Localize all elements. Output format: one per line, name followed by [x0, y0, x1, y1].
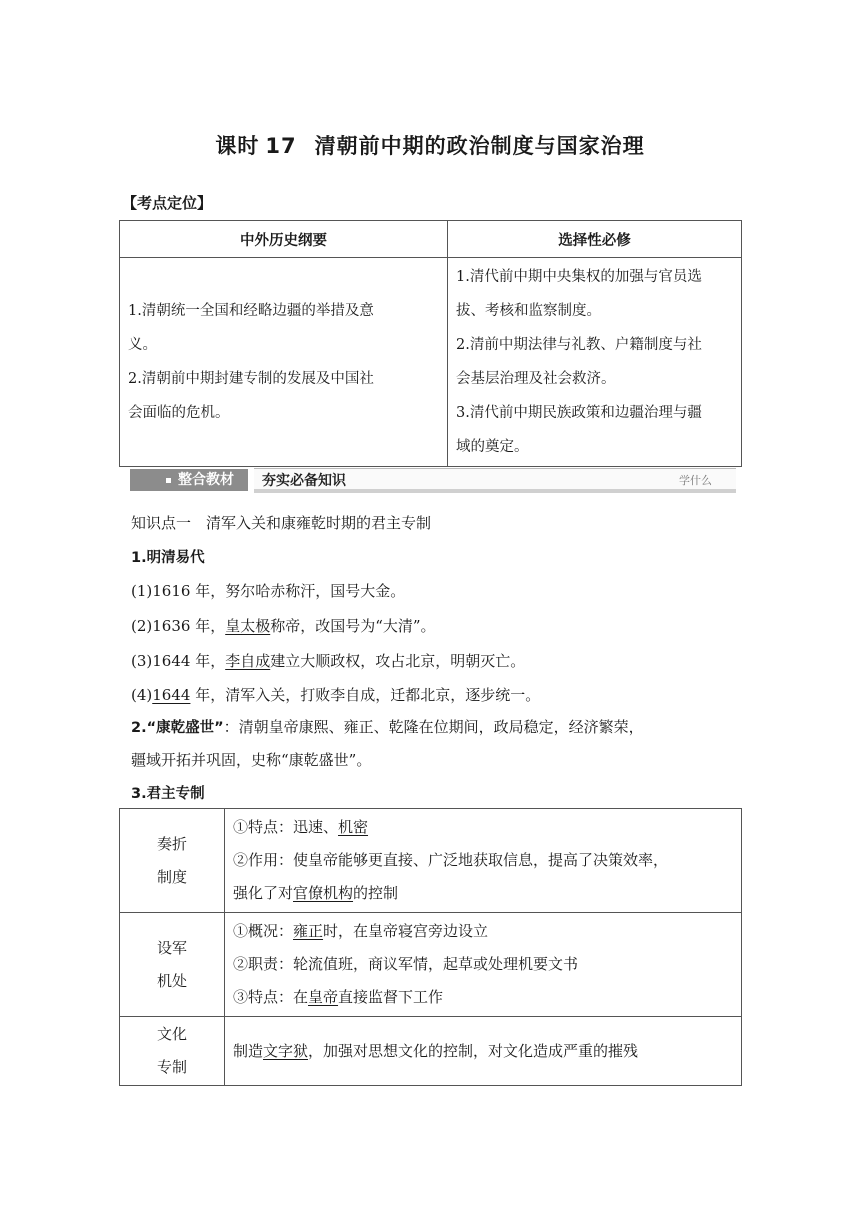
- s1-item: [131, 650, 525, 671]
- s1-item-text: (2)1636 年，: [131, 617, 226, 635]
- s2-text: ：清朝皇帝康熙、雍正、乾隆在位期间，政局稳定，经济繁荣，: [223, 718, 644, 736]
- knowledge-point-title: 知识点一 清军入关和康雍乾时期的君主专制: [131, 514, 432, 532]
- title-number: 17: [265, 134, 297, 158]
- title-text: 清朝前中期的政治制度与国家治理: [314, 134, 645, 158]
- left-line: 1.清朝统一全国和经略边疆的举措及意: [128, 303, 374, 319]
- content-line: ①概况：雍正时，在皇帝寝宫旁边设立: [233, 922, 489, 940]
- banner-right: [254, 468, 736, 493]
- s1-item: [131, 580, 405, 601]
- s1-item-text: 建立大顺政权，攻占北京，明朝灭亡。: [270, 652, 526, 670]
- content-line: 制造文字狱，加强对思想文化的控制，对文化造成严重的摧残: [233, 1041, 639, 1060]
- content-line: ②职责：轮流值班，商议军情，起草或处理机要文书: [233, 955, 579, 973]
- kaodian-header-left: 中外历史纲要: [120, 221, 448, 258]
- left-line: 会面临的危机。: [128, 405, 230, 421]
- banner-right-label: 夯实必备知识: [262, 473, 346, 489]
- row-content: [225, 913, 742, 1017]
- s1-item: [131, 615, 436, 636]
- s1-item-text: 年，清军入关，打败李自成，迁都北京，逐步统一。: [190, 686, 541, 704]
- title-prefix: 课时: [215, 134, 260, 158]
- row-label-line: 文化: [156, 1025, 187, 1043]
- answer-blank: 文字狱: [263, 1041, 309, 1060]
- s1-item-answer: 1644: [152, 686, 191, 704]
- right-line: 3.清代前中期民族政策和边疆治理与疆: [456, 405, 702, 421]
- kaodian-header-row: [120, 221, 742, 258]
- section-banner: [130, 466, 736, 494]
- banner-left: [130, 469, 248, 491]
- s1-item-text: 称帝，改国号为“大清”。: [270, 617, 436, 635]
- s2-line2: 疆域开拓并巩固，史称“康乾盛世”。: [131, 751, 372, 769]
- bullet-square-icon: [166, 478, 171, 483]
- s1-heading: 1.明清易代: [131, 550, 205, 566]
- right-line: 2.清前中期法律与礼教、户籍制度与社: [456, 337, 702, 353]
- content-line: 强化了对官僚机构的控制: [233, 884, 399, 902]
- kaodian-header-right: 选择性必修: [448, 221, 742, 258]
- left-line: 2.清朝前中期封建专制的发展及中国社: [128, 371, 374, 387]
- content-line: ②作用：使皇帝能够更直接、广泛地获取信息，提高了决策效率，: [233, 851, 669, 869]
- kaodian-left-cell: [120, 258, 448, 467]
- row-label: [120, 1017, 225, 1086]
- row-label-line: 机处: [156, 971, 187, 990]
- kaodian-heading: 【考点定位】: [122, 194, 213, 212]
- row-label-line: 专制: [156, 1058, 187, 1076]
- content-line: ③特点：在皇帝直接监督下工作: [233, 988, 444, 1006]
- autocracy-row: [120, 809, 742, 913]
- kaodian-body-row: [120, 258, 742, 467]
- right-line: 1.清代前中期中央集权的加强与官员选: [456, 269, 702, 285]
- answer-blank: 机密: [338, 818, 369, 836]
- right-line: 会基层治理及社会救济。: [456, 371, 616, 387]
- s1-item-answer: 李自成: [225, 652, 271, 670]
- kaodian-table: [119, 220, 742, 467]
- s3-heading: 3.君主专制: [131, 786, 205, 802]
- content-line: ①特点：迅速、机密: [233, 818, 369, 836]
- autocracy-row: [120, 1017, 742, 1086]
- kaodian-right-cell: [448, 258, 742, 467]
- s1-item: [131, 684, 540, 705]
- page-title: [0, 130, 860, 160]
- row-content: [225, 1017, 742, 1086]
- row-label-line: 制度: [156, 867, 187, 886]
- row-label: [120, 809, 225, 913]
- s2-heading: 2.“康乾盛世”: [131, 720, 224, 736]
- s1-item-text: (4): [131, 686, 153, 704]
- s1-item-answer: 皇太极: [225, 617, 271, 635]
- row-label-line: 设军: [156, 938, 187, 957]
- right-line: 拔、考核和监察制度。: [456, 303, 601, 319]
- right-line: 域的奠定。: [456, 439, 529, 455]
- answer-blank: 官僚机构: [293, 884, 354, 902]
- answer-blank: 雍正: [293, 922, 324, 940]
- left-line: 义。: [128, 337, 157, 353]
- autocracy-table: [119, 808, 742, 1086]
- s2-line1: [131, 716, 644, 737]
- s1-item-text: (3)1644 年，: [131, 652, 226, 670]
- autocracy-row: [120, 913, 742, 1017]
- row-label: [120, 913, 225, 1017]
- s1-item-text: (1)1616 年，努尔哈赤称汗，国号大金。: [131, 582, 406, 600]
- answer-blank: 皇帝: [308, 988, 339, 1006]
- banner-tag: 学什么: [679, 474, 712, 487]
- row-label-line: 奏折: [156, 834, 187, 853]
- row-content: [225, 809, 742, 913]
- banner-left-label: 整合教材: [178, 472, 234, 488]
